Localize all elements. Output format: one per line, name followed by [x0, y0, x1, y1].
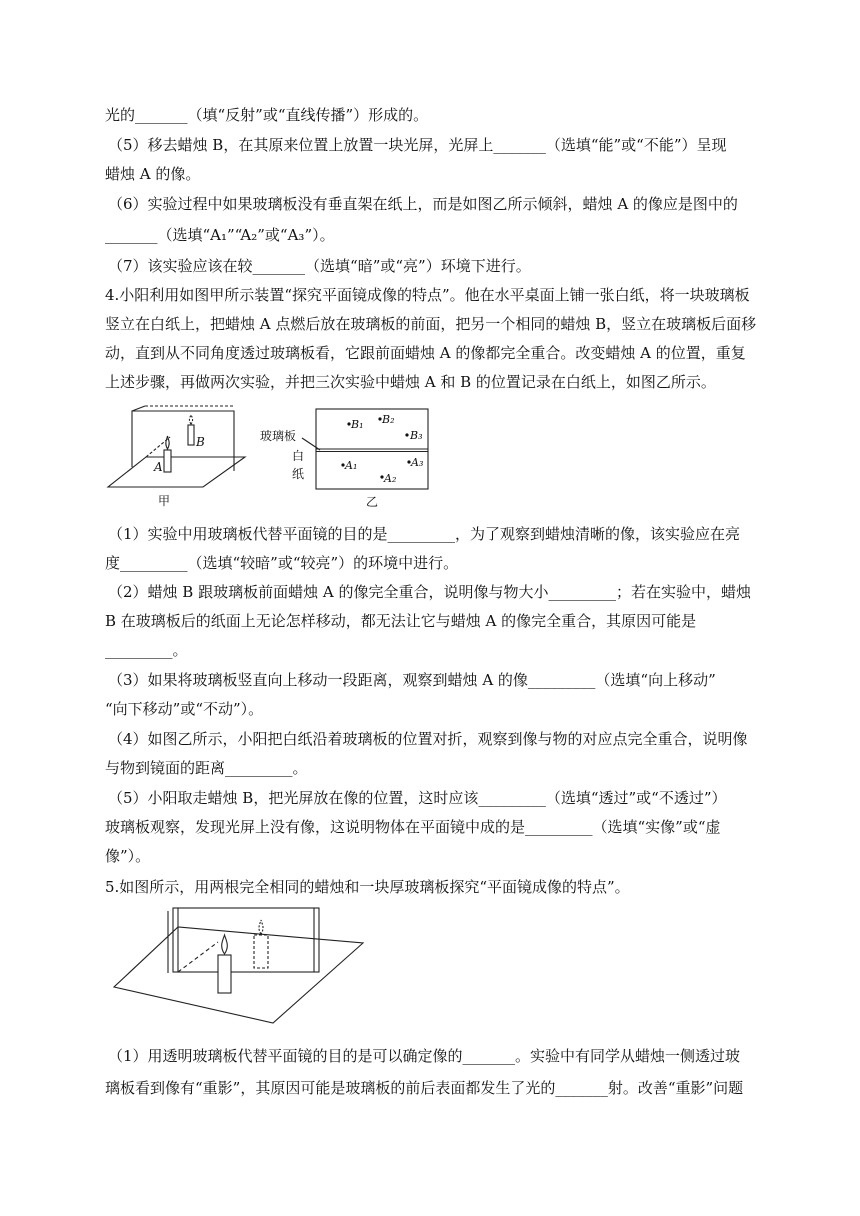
- question-5-line: 5.如图所示，用两根完全相同的蜡烛和一块厚玻璃板探究“平面镜成像的特点”。: [105, 878, 630, 896]
- question-4-line: 4.小阳利用如图甲所示装置“探究平面镜成像的特点”。他在水平桌面上铺一张白纸，将一块玻璃板: [105, 286, 750, 304]
- point-b1: B₁: [351, 418, 364, 431]
- text-line: _______（选填“A₁”“A₂”或“A₃”）。: [105, 226, 335, 244]
- text-line: 竖立在白纸上，把蜡烛 A 点燃后放在玻璃板的前面，把另一个相同的蜡烛 B，竖立在玻璃板后面移: [105, 315, 757, 333]
- text-line: 像”）。: [105, 847, 151, 865]
- text-line: 光的_______（填“反射”或“直线传播”）形成的。: [105, 106, 429, 124]
- text-line: （5）移去蜡烛 B，在其原来位置上放置一块光屏，光屏上_______（选填“能”或“不能”）呈现: [108, 136, 727, 154]
- text-line: （5）小阳取走蜡烛 B，把光屏放在像的位置，这时应该_________（选填“透过”或“不透过”）: [108, 789, 727, 807]
- text-line: 上述步骤，再做两次实验，并把三次实验中蜡烛 A 和 B 的位置记录在白纸上，如图乙所示。: [105, 373, 716, 391]
- point-a3: A₃: [411, 456, 424, 469]
- text-line: “向下移动”或“不动”）。: [105, 700, 264, 718]
- text-line: （2）蜡烛 B 跟玻璃板前面蜡烛 A 的像完全重合，说明像与物大小_________；若在实验中，蜡烛: [108, 583, 751, 601]
- point-b3: B₃: [410, 429, 423, 442]
- point-b2: B₂: [382, 413, 395, 426]
- text-line: 玻璃板观察，发现光屏上没有像，这说明物体在平面镜中成的是_________（选填“实像”或“虚: [105, 818, 721, 836]
- text-line: （6）实验过程中如果玻璃板没有垂直架在纸上，而是如图乙所示倾斜，蜡烛 A 的像应是图中的: [108, 195, 738, 213]
- figure-q5: [108, 905, 376, 1027]
- text-line: 度_________（选填“较暗”或“较亮”）的环境中进行。: [105, 554, 459, 572]
- label-paper-1: 白: [292, 449, 305, 463]
- label-glass: 玻璃板: [260, 429, 297, 443]
- label-b: B: [196, 435, 205, 449]
- figure-yi: [258, 407, 433, 510]
- text-line: 璃板看到像有“重影”，其原因可能是玻璃板的前后表面都发生了光的_______射。改善“重影”问题: [105, 1079, 744, 1097]
- point-a1: A₁: [345, 459, 358, 472]
- text-line: （1）用透明玻璃板代替平面镜的目的是可以确定像的_______。实验中有同学从蜡烛一侧透过玻: [108, 1047, 741, 1065]
- text-line: （4）如图乙所示，小阳把白纸沿着玻璃板的位置对折，观察到像与物的对应点完全重合，说明像: [108, 730, 748, 748]
- caption-yi: 乙: [366, 495, 379, 509]
- text-line: _________。: [105, 641, 188, 659]
- caption-jia: 甲: [158, 494, 171, 508]
- text-line: 蜡烛 A 的像。: [105, 165, 201, 183]
- label-paper-2: 纸: [292, 467, 305, 481]
- text-line: （7）该实验应该在较_______（选填“暗”或“亮”）环境下进行。: [108, 257, 531, 275]
- text-line: （3）如果将玻璃板竖直向上移动一段距离，观察到蜡烛 A 的像_________（选填“向上移动”: [108, 671, 716, 689]
- point-a2: A₂: [384, 472, 397, 485]
- text-line: 动，直到从不同角度透过玻璃板看，它跟前面蜡烛 A 的像都完全重合。改变蜡烛 A 的位置，重复: [105, 344, 746, 362]
- text-line: （1）实验中用玻璃板代替平面镜的目的是_________，为了观察到蜡烛清晰的像，该实验应在亮: [108, 525, 741, 543]
- figure-jia: [100, 405, 250, 510]
- label-a: A: [154, 460, 163, 474]
- text-line: 与物到镜面的距离_________。: [105, 759, 308, 777]
- text-line: B 在玻璃板后的纸面上无论怎样移动，都无法让它与蜡烛 A 的像完全重合，其原因可能是: [105, 612, 697, 630]
